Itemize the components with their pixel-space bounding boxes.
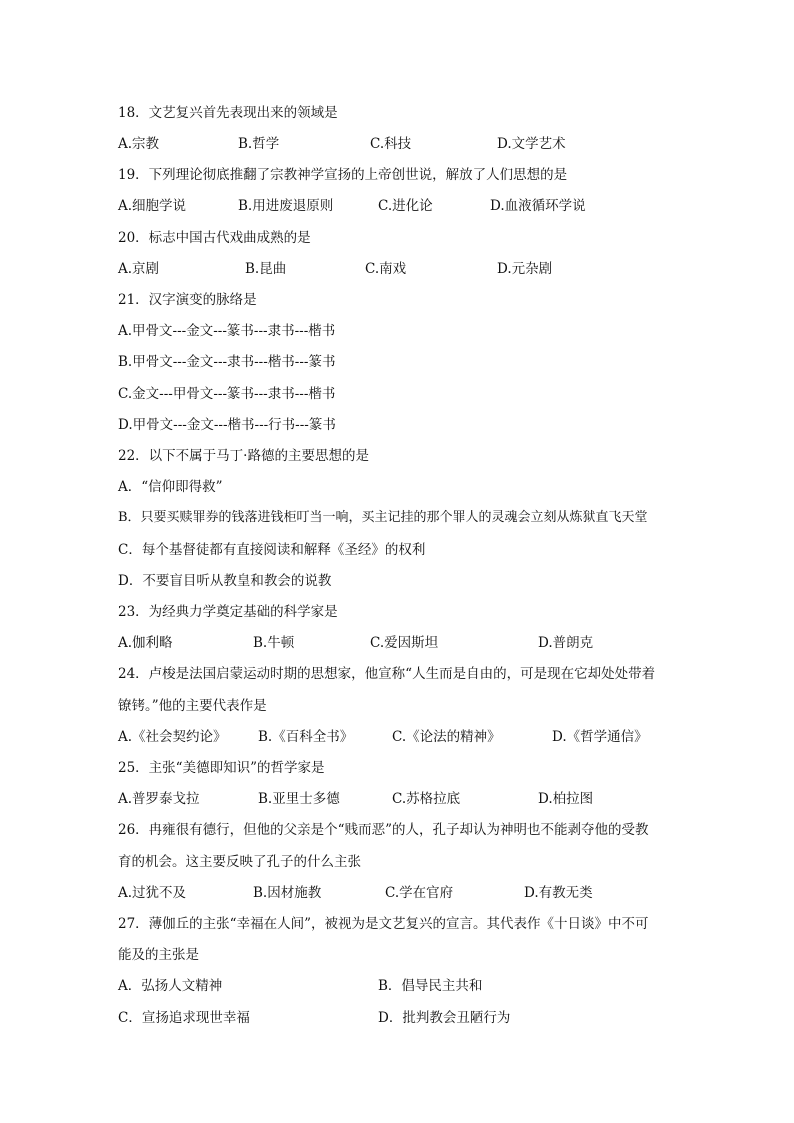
q23-option-d: D.普朗克: [538, 635, 594, 651]
q18-option-c: C.科技: [370, 136, 412, 152]
q25-option-a: A.普罗泰戈拉: [118, 791, 200, 807]
question-21-stem: 21．汉字演变的脉络是: [118, 292, 257, 308]
q27-option-c: C．宣扬追求现世幸福: [118, 1010, 250, 1026]
q23-option-b: B.牛顿: [253, 635, 295, 651]
q24-option-a: A.《社会契约论》: [118, 729, 227, 745]
q27-option-d: D．批判教会丑陋行为: [378, 1010, 511, 1026]
question-27-stem-line-1: 27．薄伽丘的主张“幸福在人间”，被视为是文艺复兴的宣言。其代表作《十日谈》中不可: [118, 916, 649, 932]
q25-option-c: C.苏格拉底: [392, 791, 461, 807]
q25-option-b: B.亚里士多德: [258, 791, 340, 807]
question-27-stem-line-2: 能及的主张是: [118, 947, 199, 963]
q19-option-d: D.血液循环学说: [490, 198, 586, 214]
q20-option-b: B.昆曲: [245, 261, 287, 277]
q20-option-d: D.元杂剧: [497, 261, 553, 277]
question-24-stem-line-2: 镣铐。”他的主要代表作是: [118, 698, 267, 714]
q23-option-c: C.爱因斯坦: [370, 635, 439, 651]
q23-option-a: A.伽利略: [118, 635, 173, 651]
q22-option-d: D．不要盲目听从教皇和教会的说教: [118, 573, 332, 589]
q19-option-c: C.进化论: [378, 198, 433, 214]
q26-option-c: C.学在官府: [385, 885, 454, 901]
q27-option-a: A．弘扬人文精神: [118, 978, 223, 994]
q21-option-a: A.甲骨文---金文---篆书---隶书---楷书: [118, 323, 336, 339]
question-18-stem: 18．文艺复兴首先表现出来的领域是: [118, 105, 338, 121]
q21-option-b: B.甲骨文---金文---隶书---楷书---篆书: [118, 354, 336, 370]
q22-option-c: C．每个基督徒都有直接阅读和解释《圣经》的权利: [118, 542, 426, 558]
q25-option-d: D.柏拉图: [538, 791, 594, 807]
question-23-stem: 23．为经典力学奠定基础的科学家是: [118, 604, 338, 620]
question-26-stem-line-2: 育的机会。这主要反映了孔子的什么主张: [118, 854, 361, 870]
q21-option-d: D.甲骨文---金文---楷书---行书---篆书: [118, 417, 336, 433]
question-24-stem-line-1: 24．卢梭是法国启蒙运动时期的思想家，他宣称“人生而是自由的，可是现在它却处处带着: [118, 666, 656, 682]
q20-option-a: A.京剧: [118, 261, 160, 277]
q21-option-c: C.金文---甲骨文---篆书---隶书---楷书: [118, 386, 336, 402]
q18-option-a: A.宗教: [118, 136, 160, 152]
q24-option-c: C.《论法的精神》: [392, 729, 501, 745]
q24-option-d: D.《哲学通信》: [552, 729, 648, 745]
q27-option-b: B．倡导民主共和: [378, 978, 483, 994]
q24-option-b: B.《百科全书》: [258, 729, 354, 745]
q19-option-b: B.用进废退原则: [238, 198, 334, 214]
q20-option-c: C.南戏: [365, 261, 407, 277]
q26-option-d: D.有教无类: [524, 885, 593, 901]
q18-option-d: D.文学艺术: [497, 136, 566, 152]
question-22-stem: 22．以下不属于马丁·路德的主要思想的是: [118, 448, 369, 464]
q26-option-b: B.因材施教: [253, 885, 322, 901]
q19-option-a: A.细胞学说: [118, 198, 187, 214]
q22-option-b: B．只要买赎罪券的钱落进钱柜叮当一响，买主记挂的那个罪人的灵魂会立刻从炼狱直飞天堂: [118, 510, 648, 525]
question-20-stem: 20．标志中国古代戏曲成熟的是: [118, 230, 311, 246]
question-25-stem: 25．主张“美德即知识”的哲学家是: [118, 760, 325, 776]
question-26-stem-line-1: 26．冉雍很有德行，但他的父亲是个“贱而恶”的人，孔子却认为神明也不能剥夺他的受教: [118, 822, 649, 838]
question-19-stem: 19．下列理论彻底推翻了宗教神学宣扬的上帝创世说，解放了人们思想的是: [118, 167, 568, 183]
q22-option-a: A．“信仰即得救”: [118, 479, 223, 495]
q18-option-b: B.哲学: [238, 136, 280, 152]
q26-option-a: A.过犹不及: [118, 885, 187, 901]
